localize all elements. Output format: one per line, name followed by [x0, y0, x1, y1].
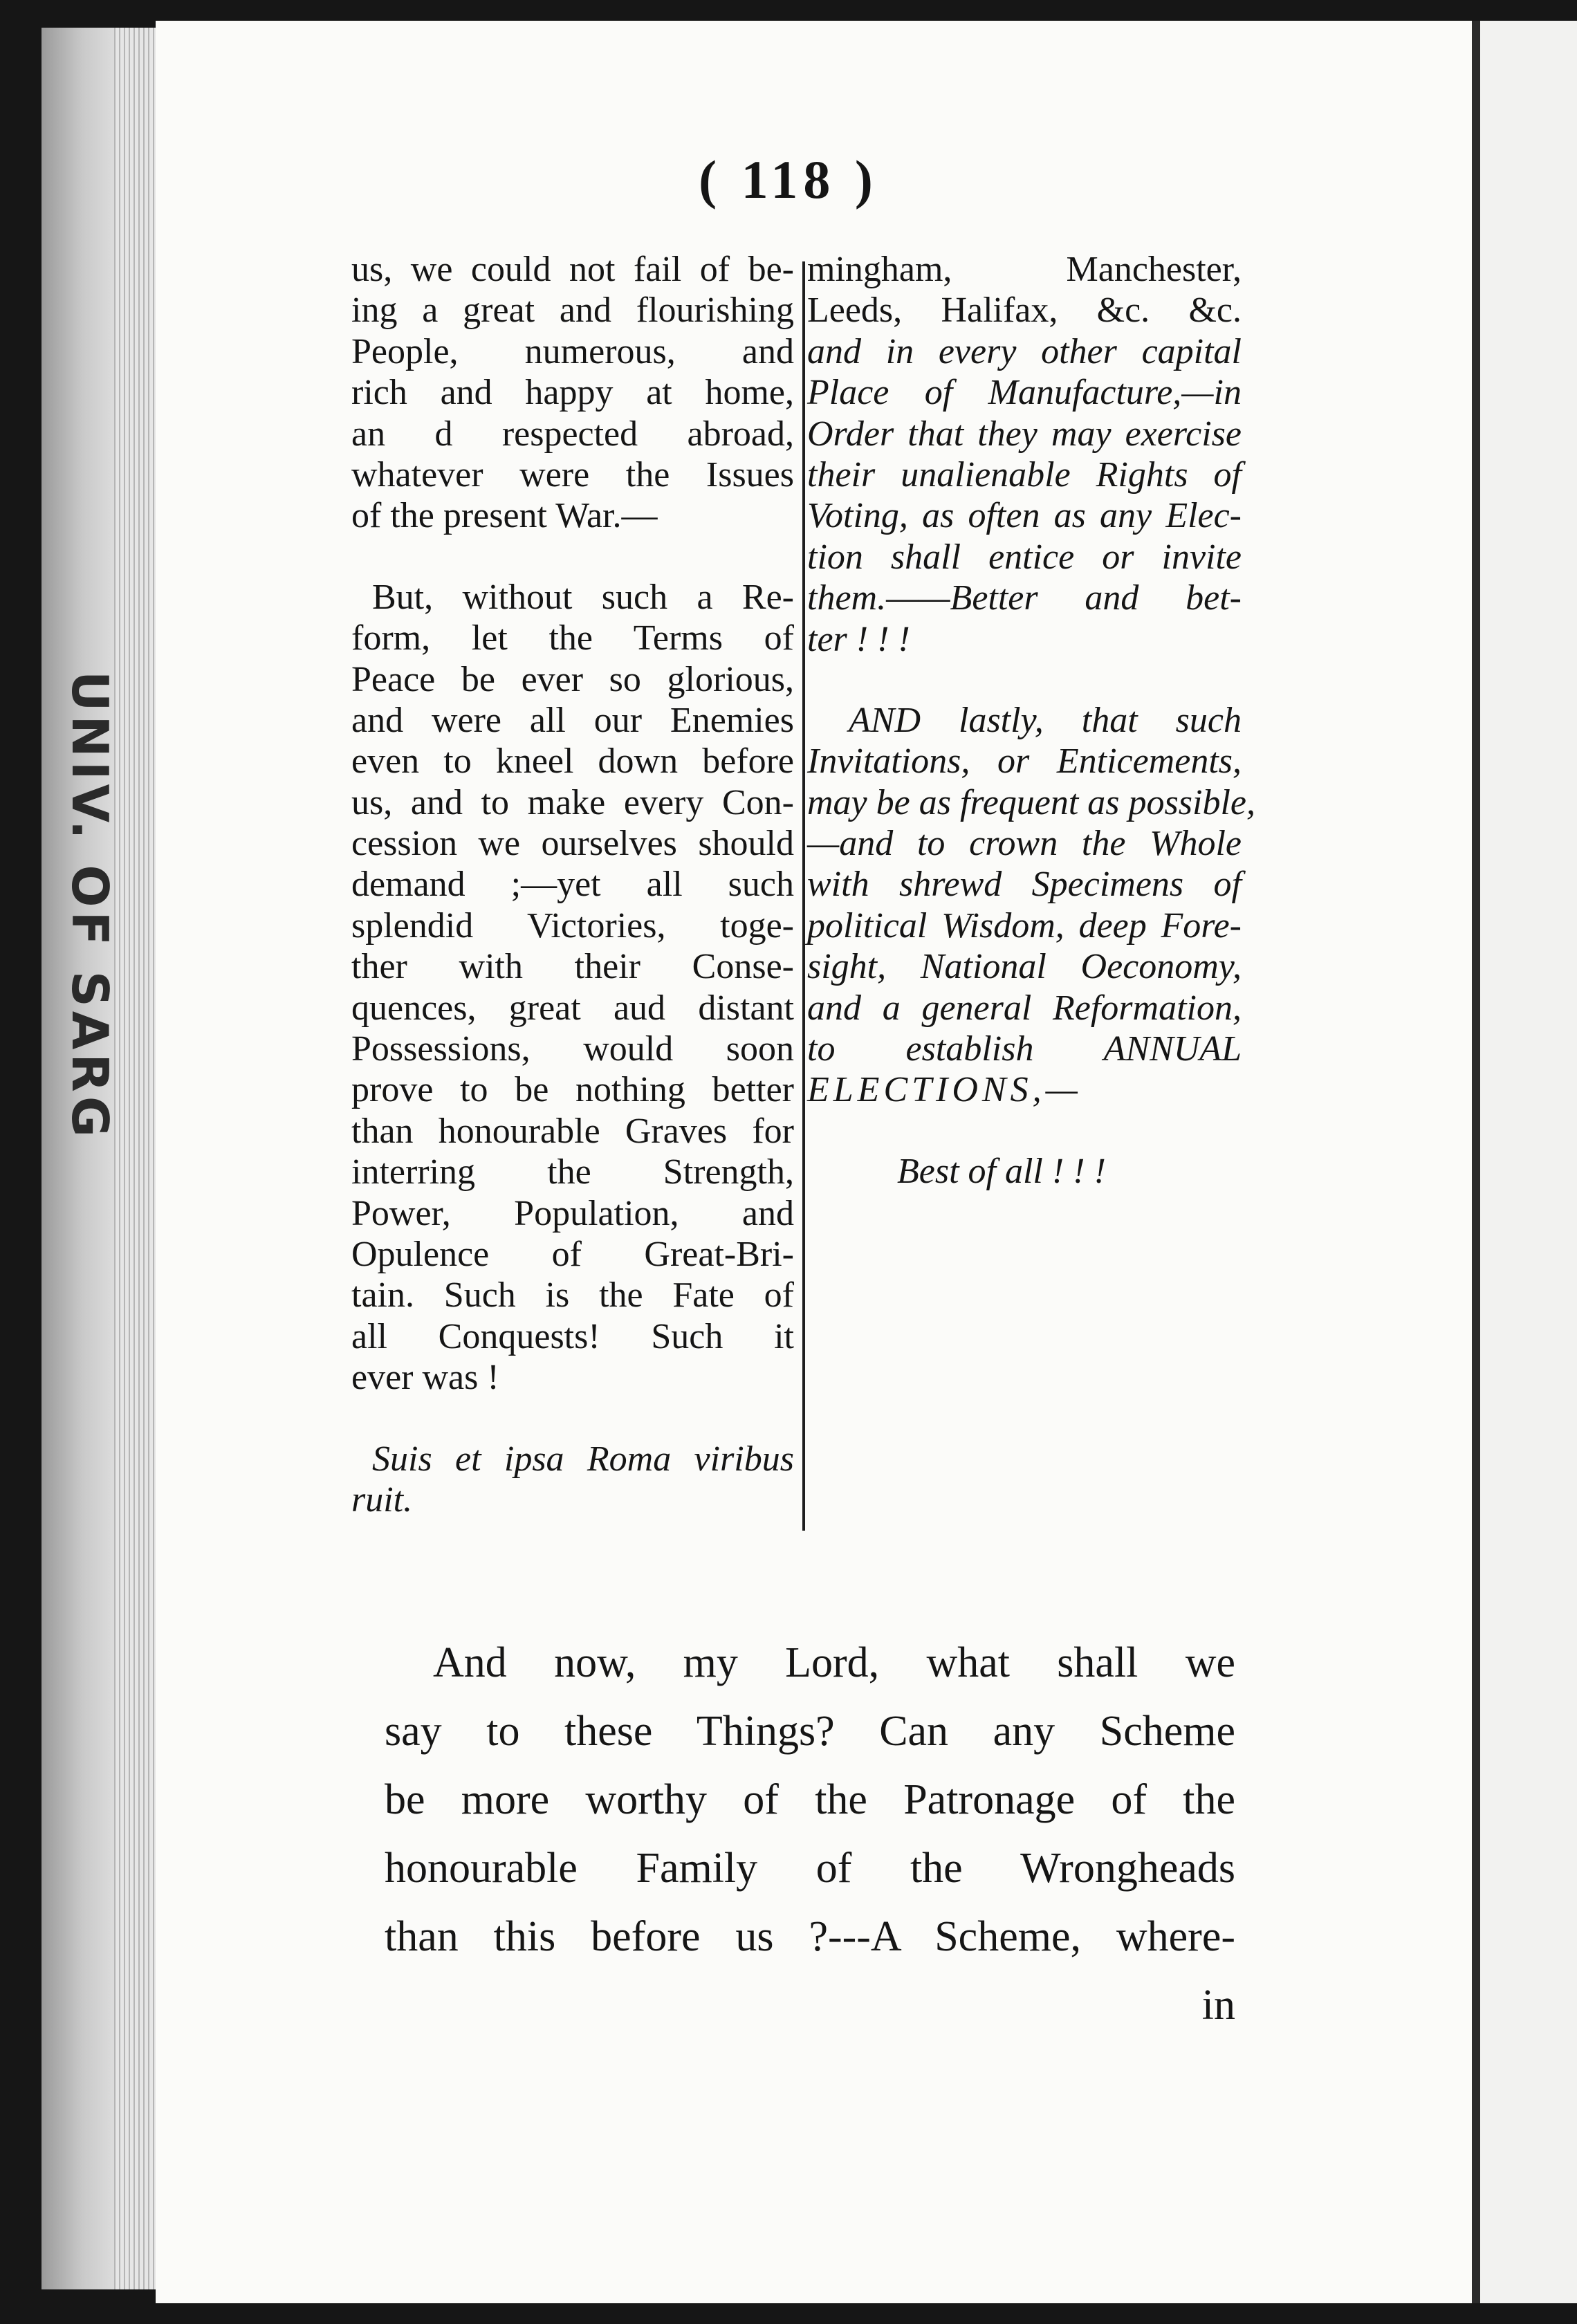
left-line: whatever were the Issues — [351, 454, 794, 495]
body-paragraph — [385, 1629, 1235, 2040]
left-line: splendid Victories, toge- — [351, 905, 794, 946]
column-divider — [802, 261, 805, 1531]
left-line: interring the Strength, — [351, 1152, 794, 1192]
right-line: —and to crown the Whole — [807, 824, 1242, 864]
left-line: of the present War.— — [351, 496, 658, 536]
right-line: political Wisdom, deep Fore- — [807, 905, 1242, 946]
body-line: than this before us ?---A Scheme, where- — [385, 1913, 1235, 1960]
left-line: than honourable Graves for — [351, 1111, 794, 1151]
left-line: cession we ourselves should — [351, 824, 794, 864]
latin-quote-line: Suis et ipsa Roma viribus — [372, 1439, 794, 1479]
left-line: tain. Such is the Fate of — [351, 1275, 794, 1316]
left-line: an d respected abroad, — [351, 414, 794, 454]
left-line: us, we could not fail of be- — [351, 250, 794, 289]
right-line: sight, National Oeconomy, — [807, 947, 1242, 987]
right-line: mingham, Manchester, — [807, 250, 1242, 289]
latin-quote-line: ruit. — [351, 1479, 413, 1520]
library-stamp-text: UNIV. OF SARG — [61, 671, 120, 1141]
right-line: tion shall entice or invite — [807, 537, 1242, 577]
left-line: all Conquests! Such it — [351, 1316, 794, 1356]
body-line: say to these Things? Can any Scheme — [385, 1708, 1235, 1755]
body-line: honourable Family of the Wrongheads — [385, 1845, 1235, 1892]
left-line: and were all our Enemies — [351, 700, 794, 740]
left-line: prove to be nothing better — [351, 1070, 794, 1110]
right-line: Voting, as often as any Elec- — [807, 496, 1242, 536]
page-edge-stack — [114, 28, 156, 2289]
page-number: ( 118 ) — [699, 149, 878, 210]
left-line: But, without such a Re- — [372, 577, 794, 617]
left-line: even to kneel down before — [351, 741, 794, 782]
body-line: And now, my Lord, what shall we — [433, 1639, 1235, 1686]
left-line: Possessions, would soon — [351, 1029, 794, 1069]
left-line: Opulence of Great-Bri- — [351, 1234, 794, 1274]
catchword: in — [1201, 1982, 1235, 2029]
left-line: ever was ! — [351, 1358, 499, 1398]
right-line: Best of all ! ! ! — [897, 1151, 1106, 1191]
right-column — [807, 249, 1255, 1192]
right-line: Invitations, or Enticements, — [807, 741, 1242, 782]
left-line: rich and happy at home, — [351, 373, 794, 413]
right-line: Leeds, Halifax, &c. &c. — [807, 290, 1242, 331]
body-line: be more worthy of the Patronage of the — [385, 1776, 1235, 1823]
page-gutter-shadow — [1472, 21, 1480, 2303]
left-line: quences, great aud distant — [351, 988, 794, 1028]
right-line: Order that they may exercise — [807, 414, 1242, 454]
right-line: ter ! ! ! — [807, 619, 910, 659]
right-line: and a general Reformation, — [807, 988, 1242, 1028]
left-line: ing a great and flourishing — [351, 290, 794, 331]
library-stamp — [62, 622, 118, 1190]
left-line: People, numerous, and — [351, 331, 794, 371]
right-line: ELECTIONS,— — [807, 1070, 1082, 1110]
left-line: Power, Population, and — [351, 1193, 794, 1233]
right-line: their unalienable Rights of — [807, 454, 1242, 495]
right-line: with shrewd Specimens of — [807, 865, 1242, 905]
right-line: Place of Manufacture,—in — [807, 373, 1242, 413]
left-line: Peace be ever so glorious, — [351, 659, 794, 699]
left-line: form, let the Terms of — [351, 618, 794, 658]
right-line: to establish ANNUAL — [807, 1029, 1242, 1069]
left-column — [351, 249, 794, 1520]
left-line: ther with their Conse- — [351, 947, 794, 987]
right-line: may be as frequent as possible, — [807, 782, 1255, 822]
right-line: them.——Better and bet- — [807, 578, 1242, 618]
left-line: demand ;—yet all such — [351, 865, 794, 905]
left-line: us, and to make every Con- — [351, 782, 794, 822]
facing-page-edge — [1480, 21, 1577, 2303]
right-line: AND lastly, that such — [849, 700, 1242, 740]
right-line: and in every other capital — [807, 331, 1242, 371]
